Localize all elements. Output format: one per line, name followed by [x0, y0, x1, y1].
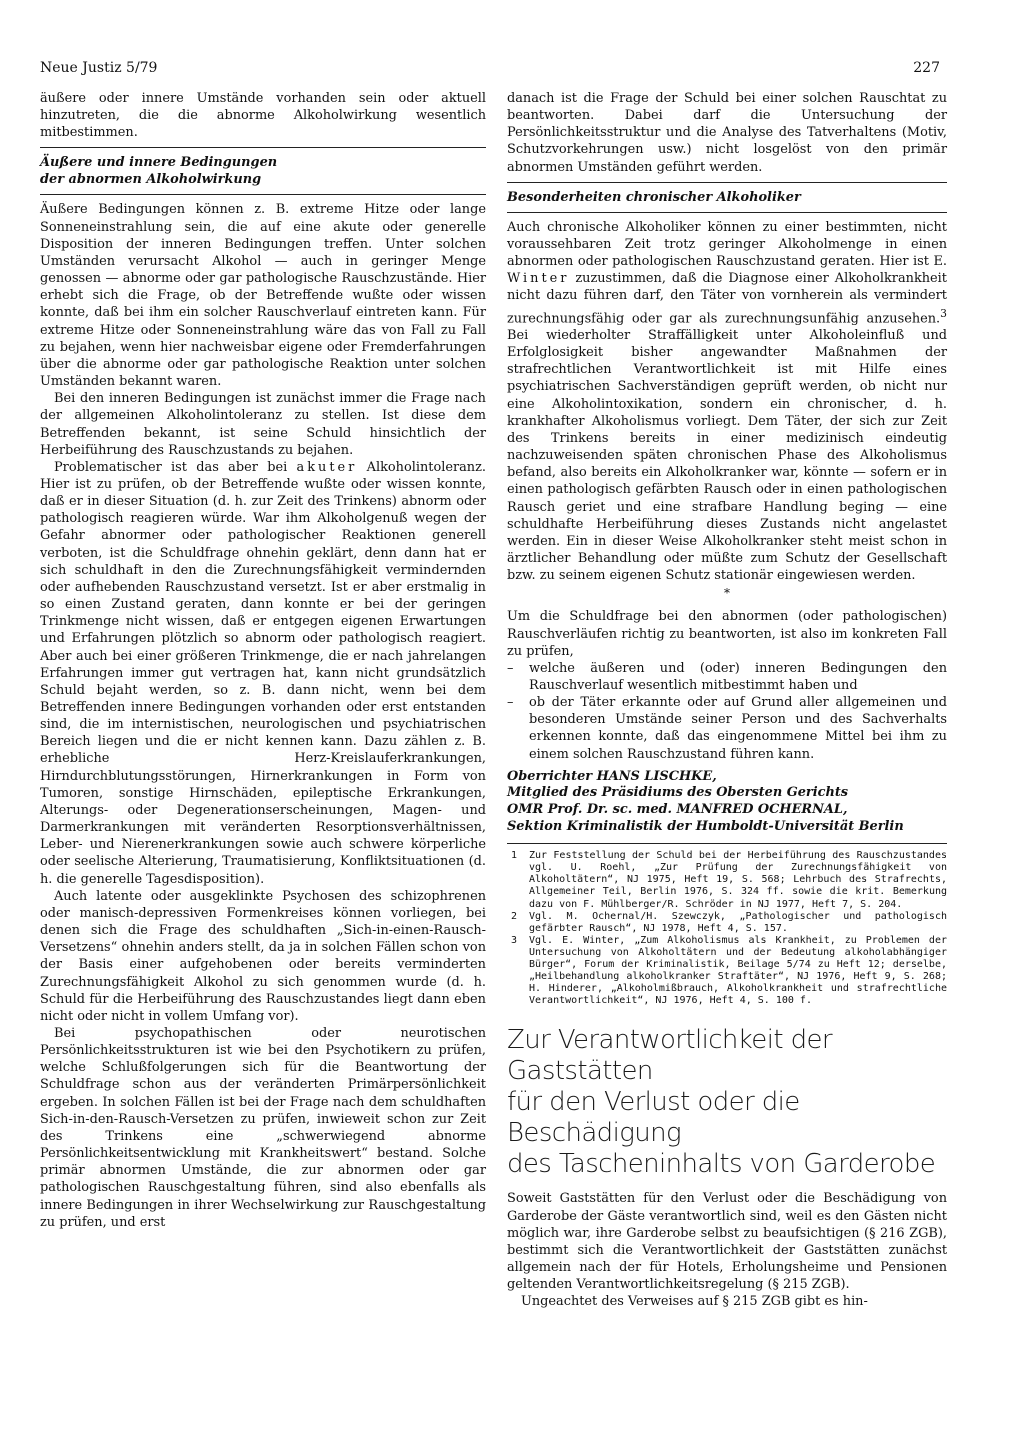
- dash-marker: –: [507, 695, 514, 711]
- footnote: [507, 911, 947, 935]
- emphasized-name: Winter: [507, 271, 570, 287]
- footnote-text: Zur Feststellung der Schuld bei der Herbeiführung des Rauschzustandes vgl. U. Roehl, „Zur Prüfung der Zurechnungsfähigkeit von Alkoholtätern“, NJ 1975, Heft 19, S. 568; Lehrbuch des Strafrechts, Allgemeiner Teil, Berlin 1976, S. 324 ff. sowie die krit. Bemerkung dazu von F. Mühlberger/R. Schröder in NJ 1977, Heft 7, S. 204.: [529, 850, 947, 910]
- paragraph: Bei psychopathischen oder neurotischen Persönlichkeitsstrukturen ist wie bei den Psychotikern zu prüfen, welche Schlußfolgerungen sich für die Beantwortung der Schuldfrage schon aus der veränderten Primärpersönlichkeit ergeben. In solchen Fällen ist bei der Frage nach dem schuldhaften Sich-in-den-Rausch-Versetzen zu prüfen, inwieweit schon zur Zeit des Trinkens eine „schwerwiegend abnorme Persönlichkeitsentwicklung mit Krankheitswert“ bestand. Solche primär abnormen Umstände, die zur abnormen oder gar pathologischen Rauschgestaltung führen, sind also ebenfalls als innere Bedingungen in ihrer Wechselwirkung zur Rauschgestaltung zu prüfen, und erst: [40, 1025, 486, 1230]
- paragraph: Auch latente oder ausgeklinkte Psychosen des schizophrenen oder manisch-depressiven Formenkreises können vorliegen, bei denen sich die Frage des schuldhaften „Sich-in-einen-Rausch-Versetzens“ ohnehin anders stellt, da ja in solchen Fällen schon von der Basis einer aufgehobenen oder bereits verminderten Zurechnungsfähigkeit Alkohol zu sich genommen wurde (d. h. Schuld für die Herbeiführung des Rauschzustandes liegt dann eben nicht oder nicht in vollem Umfang vor).: [40, 888, 486, 1024]
- right-column: [507, 90, 947, 1310]
- text-run: Problematischer ist das aber bei: [54, 459, 297, 475]
- footnote-number: 2: [511, 910, 518, 922]
- text-run: Auch chronische Alkoholiker können zu einer bestimmten, nicht voraussehbaren Zeit trotz geringer Alkoholmenge in einen abnormen oder pathologischen Rauschzustand geraten. Hier ist E.: [507, 219, 947, 270]
- footnote-number: 3: [511, 934, 518, 946]
- section-heading-chronic: Besonderheiten chronischer Alkoholiker: [507, 189, 801, 205]
- section-divider: [40, 194, 486, 195]
- author-line: Oberrichter HANS LISCHKE,: [507, 768, 717, 784]
- footnote: [507, 935, 947, 1008]
- author-line: OMR Prof. Dr. sc. med. MANFRED OCHERNAL,: [507, 801, 848, 817]
- author-block: [507, 769, 947, 835]
- list-item: [507, 694, 947, 763]
- text-run: zuzustimmen, daß die Diagnose einer Alkoholkrankheit nicht dazu führen darf, den Täter von vornherein als vermindert zurechnungsfähig oder gar als zurechnungsunfähig anzusehen.: [507, 271, 947, 326]
- article-title-line: Zur Verantwortlichkeit der Gaststätten: [507, 1025, 832, 1087]
- section-heading-line: der abnormen Alkoholwirkung: [40, 172, 262, 188]
- article-title-line: für den Verlust oder die Beschädigung: [507, 1087, 800, 1149]
- paragraph: Ungeachtet des Verweises auf § 215 ZGB gibt es hin-: [521, 1294, 868, 1310]
- paragraph: Bei den inneren Bedingungen ist zunächst immer die Frage nach der allgemeinen Alkoholintoleranz zu stellen. Ist diese dem Betreffenden bekannt, ist seine Schuld hinsichtlich der Herbeiführung des Rauschzustands zu bejahen.: [40, 391, 486, 458]
- author-line: Mitglied des Präsidiums des Obersten Gerichts: [507, 785, 849, 801]
- page-number: 227: [913, 60, 940, 76]
- text-run: Bei wiederholter Straffälligkeit unter Alkoholeinfluß und Erfolglosigkeit bisher angewandter Maßnahmen der strafrechtlichen Verantwortlichkeit ist mit Hilfe eines psychiatrischen Sachverständigen geprüft werden, ob nicht nur eine Alkoholintoxikation, sondern ein chronischer, d. h. krankhafter Alkoholismus vorliegt. Dem Täter, der sich zur Zeit des Trinkens bereits in einer medizinisch eindeutig nachzuweisenden späten chronischen Phase des Alkoholismus befand, also bereits ein Alkoholkranker war, könnte — sofern er in einen pathologisch gefärbten Rausch oder in einen pathologischen Rausch geriet und eine strafbare Handlung beging — eine schuldhafte Herbeiführung dieses Zustands nicht angelastet werden. Ein in dieser Weise Alkoholkranker steht meist schon in ärztlicher Behandlung oder müßte zum Schutz der Gesellschaft bzw. zu seinem eigenen Schutz stationär eingewiesen werden.: [507, 328, 947, 584]
- list-item-text: ob der Täter erkannte oder auf Grund aller allgemeinen und besonderen Umstände seiner Person und des Sachverhalts erkennen konnte, daß das eingenommene Mittel bei ihm zu einem solchen Rauschzustand führen kann.: [529, 695, 947, 762]
- author-line: Sektion Kriminalistik der Humboldt-Universität Berlin: [507, 818, 904, 834]
- footnote-text: Vgl. M. Ochernal/H. Szewczyk, „Pathologischer und pathologisch gefärbter Rausch“, NJ 1978, Heft 4, S. 157.: [529, 910, 947, 934]
- list-item: [507, 660, 947, 694]
- footnotes: [507, 850, 947, 1007]
- running-header: [40, 60, 940, 82]
- emphasized-term: akuter: [296, 459, 358, 475]
- article-title: [507, 1025, 947, 1180]
- paragraph: Um die Schuldfrage bei den abnormen (oder pathologischen) Rauschverläufen richtig zu beantworten, ist also im konkreten Fall zu prüfen,: [507, 609, 947, 659]
- checklist: [507, 660, 947, 763]
- dash-marker: –: [507, 660, 514, 676]
- article-title-line: des Tascheninhalts von Garderobe: [507, 1149, 936, 1180]
- journal-issue: Neue Justiz 5/79: [40, 60, 158, 76]
- footnote-number: 1: [511, 850, 518, 862]
- paragraph: Äußere Bedingungen können z. B. extreme Hitze oder lange Sonneneinstrahlung sein, die auf eine akute oder generelle Disposition der inneren Bedingungen treffen. Unter solchen Umständen verursacht Alkohol — auch in geringer Menge genossen — abnorme oder gar pathologische Rauschzustände. Hier erhebt sich die Frage, ob der Betreffende wußte oder wissen konnte, daß bei ihm ein solcher Rauschverlauf eintreten kann. Für extreme Hitze oder Sonneneinstrahlung wäre das von Fall zu Fall zu bejahen, wenn hier nachweisbar eigene oder Fremderfahrungen über die abnorme oder gar pathologische Reaktion unter solchen Umständen bekannt waren.: [40, 202, 486, 390]
- footnote-text: Vgl. E. Winter, „Zum Alkoholismus als Krankheit, zu Problemen der Untersuchung von Alkoholtätern und der Bedeutung alkoholabhängiger Bürger“, Forum der Kriminalistik, Beilage 5/74 zu Heft 12; derselbe, „Heilbehandlung alkoholkranker Straftäter“, NJ 1976, Heft 9, S. 268; H. Hinderer, „Alkoholmißbrauch, Alkoholkrankheit und strafrechtliche Verantwortlichkeit“, NJ 1976, Heft 4, S. 100 f.: [529, 934, 947, 1007]
- section-heading-conditions: [40, 154, 486, 188]
- section-divider: [507, 182, 947, 183]
- left-column: [40, 90, 486, 1231]
- footnote: [507, 850, 947, 910]
- paragraph-intro: äußere oder innere Umstände vorhanden sein oder aktuell hinzutreten, die die abnorme Alkoholwirkung wesentlich mitbestimmen.: [40, 91, 486, 141]
- footnote-divider: [507, 843, 947, 844]
- section-heading-line: Äußere und innere Bedingungen: [40, 155, 278, 171]
- list-item-text: welche äußeren und (oder) inneren Bedingungen den Rauschverlauf wesentlich mitbestimmt haben und: [529, 660, 947, 693]
- section-divider: [507, 212, 947, 213]
- paragraph: danach ist die Frage der Schuld bei einer solchen Rauschtat zu beantworten. Dabei darf die Untersuchung der Persönlichkeitsstruktur und die Analyse des Tatverhaltens (Motiv, Schutzvorkehrungen usw.) nicht losgelöst von den primär abnormen Umständen geführt werden.: [507, 91, 947, 175]
- paragraph: [40, 459, 486, 888]
- section-separator-star: *: [724, 586, 730, 601]
- paragraph: [507, 219, 947, 585]
- footnote-ref: 3: [940, 306, 947, 320]
- section-divider: [40, 147, 486, 148]
- paragraph: Soweit Gaststätten für den Verlust oder die Beschädigung von Garderobe der Gäste verantwortlich sind, weil es den Gästen nicht möglich war, ihre Garderobe selbst zu beaufsichtigen (§ 216 ZGB), bestimmt sich die Verantwortlichkeit der Gaststätten zunächst allgemein nach der für Hotels, Erholungsheime und Pensionen geltenden Verantwortlichkeitsregelung (§ 215 ZGB).: [507, 1191, 947, 1293]
- text-run: Alkoholintoleranz. Hier ist zu prüfen, ob der Betreffende wußte oder wissen konnte, daß er in dieser Situation (d. h. zur Zeit des Trinkens) abnorm oder pathologisch reagieren würde. War ihm Alkoholgenuß wegen der Gefahr abnormer oder pathologischer Reaktionen generell verboten, ist die Schuldfrage ohnehin geklärt, denn dann hat er sich schuldhaft in den die Zurechnungsfähigkeit vermindernden oder aufhebenden Rauschzustand versetzt. Ist er aber erstmalig in so einen Zustand geraten, dann konnte er bei der geringen Trinkmenge nicht wissen, daß er entgegen eigenen Erwartungen und Erfahrungen plötzlich so abnorm oder pathologisch reagiert. Aber auch bei einer größeren Trinkmenge, die er nach jahrelangen Erfahrungen immer gut vertragen hat, kann nicht grundsätzlich Schuld bejaht werden, so z. B. dann nicht, wenn bei dem Betreffenden innere Bedingungen vorhanden oder erst entstanden sind, die im internistischen, neurologischen und psychiatrischen Bereich liegen und die er nicht kennen kann. Dazu zählen z. B. erhebliche Herz-Kreislauferkrankungen, Hirndurchblutungsstörungen, Hirnerkrankungen in Form von Tumoren, sonstige Hirnschäden, epileptische Erkrankungen, Alterungs- oder Degenerationserscheinungen, Magen- und Darmerkrankungen mit veränderten Resorptionsverhältnissen, Leber- und Nierenerkrankungen sowie auch schwere körperliche oder seelische Alterierung, Traumatisierung, Konfliktsituationen (d. h. die generelle Tagesdisposition).: [40, 459, 486, 887]
